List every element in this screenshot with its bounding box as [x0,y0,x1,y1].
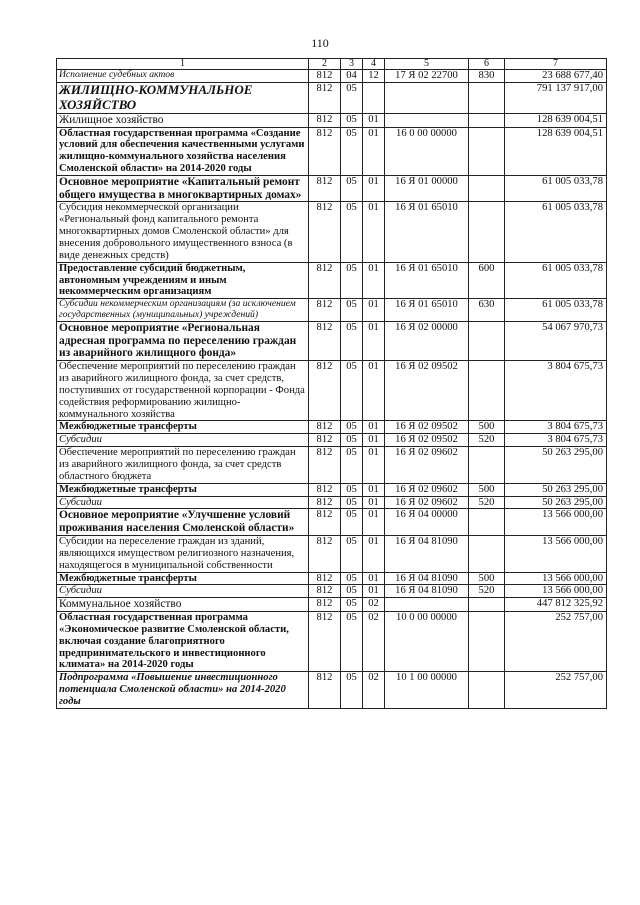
row-vr-cell: 520 [469,585,505,598]
row-vr-cell: 500 [469,572,505,585]
row-pr-cell: 01 [363,175,385,202]
header-col-7: 7 [505,59,607,70]
row-sum-cell: 50 263 295,00 [505,447,607,484]
row-sum-cell: 3 804 675,73 [505,361,607,421]
row-pr-cell: 01 [363,321,385,360]
row-gr-cell: 812 [309,299,341,321]
row-rz-cell: 05 [341,262,363,299]
row-sum-cell: 252 757,00 [505,612,607,672]
row-rz-cell: 05 [341,321,363,360]
row-csr-cell [385,113,469,127]
row-csr-cell: 16 Я 01 65010 [385,202,469,262]
row-pr-cell: 01 [363,572,385,585]
row-rz-cell: 05 [341,127,363,175]
row-sum-cell: 13 566 000,00 [505,535,607,572]
row-sum-cell: 23 688 677,40 [505,70,607,83]
row-pr-cell: 01 [363,434,385,447]
table-row [57,262,607,299]
row-pr-cell: 01 [363,113,385,127]
row-gr-cell: 812 [309,572,341,585]
row-name-cell: Субсидии [57,434,309,447]
row-gr-cell: 812 [309,321,341,360]
table-row [57,572,607,585]
row-vr-cell: 500 [469,421,505,434]
row-csr-cell: 16 Я 02 09602 [385,447,469,484]
row-name-cell: Коммунальное хозяйство [57,598,309,612]
header-col-4: 4 [363,59,385,70]
row-name-cell: Субсидии [57,585,309,598]
row-rz-cell: 05 [341,299,363,321]
row-csr-cell: 16 Я 02 09502 [385,421,469,434]
row-rz-cell: 04 [341,70,363,83]
row-pr-cell: 01 [363,483,385,496]
row-gr-cell: 812 [309,361,341,421]
row-rz-cell: 05 [341,598,363,612]
row-csr-cell: 16 0 00 00000 [385,127,469,175]
row-vr-cell: 520 [469,434,505,447]
table-row [57,496,607,509]
table-row [57,434,607,447]
row-name-cell: Основное мероприятие «Капитальный ремонт общего имущества в многоквартирных домах» [57,175,309,202]
table-row [57,483,607,496]
row-gr-cell: 812 [309,175,341,202]
row-vr-cell: 630 [469,299,505,321]
table-row [57,585,607,598]
row-csr-cell: 16 Я 02 09502 [385,361,469,421]
budget-table [56,58,607,709]
row-sum-cell: 128 639 004,51 [505,113,607,127]
row-rz-cell: 05 [341,202,363,262]
row-gr-cell: 812 [309,202,341,262]
row-pr-cell [363,82,385,113]
row-rz-cell: 05 [341,483,363,496]
row-csr-cell: 16 Я 02 00000 [385,321,469,360]
row-sum-cell: 13 566 000,00 [505,585,607,598]
row-name-cell: Субсидии [57,496,309,509]
header-col-2: 2 [309,59,341,70]
row-csr-cell: 16 Я 04 81090 [385,535,469,572]
row-gr-cell: 812 [309,483,341,496]
row-vr-cell [469,509,505,536]
table-row [57,598,607,612]
table-header-row [57,59,607,70]
table-row [57,175,607,202]
row-name-cell: ЖИЛИЩНО-КОММУНАЛЬНОЕ ХОЗЯЙСТВО [57,82,309,113]
table-row [57,321,607,360]
row-vr-cell [469,447,505,484]
row-rz-cell: 05 [341,509,363,536]
header-col-3: 3 [341,59,363,70]
row-sum-cell: 3 804 675,73 [505,421,607,434]
row-sum-cell: 61 005 033,78 [505,262,607,299]
row-sum-cell: 61 005 033,78 [505,175,607,202]
row-gr-cell: 812 [309,447,341,484]
table-row [57,361,607,421]
row-csr-cell: 17 Я 02 22700 [385,70,469,83]
row-csr-cell: 16 Я 02 09602 [385,496,469,509]
row-vr-cell [469,598,505,612]
row-gr-cell: 812 [309,496,341,509]
row-pr-cell: 12 [363,70,385,83]
row-pr-cell: 01 [363,509,385,536]
row-rz-cell: 05 [341,612,363,672]
row-name-cell: Межбюджетные трансферты [57,572,309,585]
row-vr-cell [469,672,505,709]
row-sum-cell: 54 067 970,73 [505,321,607,360]
row-gr-cell: 812 [309,535,341,572]
row-vr-cell: 520 [469,496,505,509]
row-sum-cell: 13 566 000,00 [505,572,607,585]
row-pr-cell: 01 [363,127,385,175]
row-name-cell: Обеспечение мероприятий по переселению граждан из аварийного жилищного фонда, за счет средств областного бюджета [57,447,309,484]
row-name-cell: Субсидии на переселение граждан из зданий, являющихся имуществом религиозного назначения, находящегося в муниципальной собственности [57,535,309,572]
row-sum-cell: 61 005 033,78 [505,202,607,262]
header-col-5: 5 [385,59,469,70]
row-gr-cell: 812 [309,585,341,598]
row-pr-cell: 01 [363,496,385,509]
row-csr-cell: 16 Я 02 09502 [385,434,469,447]
row-pr-cell: 01 [363,447,385,484]
row-vr-cell [469,113,505,127]
row-pr-cell: 02 [363,612,385,672]
row-vr-cell [469,612,505,672]
row-vr-cell [469,361,505,421]
header-col-6: 6 [469,59,505,70]
row-name-cell: Основное мероприятие «Региональная адресная программа по переселению граждан из аварийного жилищного фонда» [57,321,309,360]
row-name-cell: Субсидия некоммерческой организации «Региональный фонд капитального ремонта многоквартирных домов Смоленской области» для внесения добровольного имущественного взноса (в виде денежных средств) [57,202,309,262]
row-pr-cell: 01 [363,299,385,321]
table-row [57,672,607,709]
row-vr-cell: 600 [469,262,505,299]
row-rz-cell: 05 [341,421,363,434]
row-rz-cell: 05 [341,175,363,202]
row-vr-cell [469,535,505,572]
row-gr-cell: 812 [309,612,341,672]
row-pr-cell: 01 [363,202,385,262]
row-csr-cell: 16 Я 01 00000 [385,175,469,202]
row-pr-cell: 02 [363,598,385,612]
row-vr-cell [469,321,505,360]
table-row [57,70,607,83]
row-name-cell: Межбюджетные трансферты [57,421,309,434]
row-name-cell: Областная государственная программа «Экономическое развитие Смоленской области, включая создание благоприятного предпринимательского и инвестиционного климата» на 2014-2020 годы [57,612,309,672]
row-csr-cell [385,82,469,113]
row-sum-cell: 3 804 675,73 [505,434,607,447]
row-name-cell: Исполнение судебных актов [57,70,309,83]
row-csr-cell: 16 Я 04 81090 [385,572,469,585]
row-csr-cell: 16 Я 01 65010 [385,262,469,299]
row-name-cell: Подпрограмма «Повышение инвестиционного потенциала Смоленской области» на 2014-2020 годы [57,672,309,709]
row-gr-cell: 812 [309,127,341,175]
header-col-1: 1 [57,59,309,70]
row-pr-cell: 01 [363,361,385,421]
row-vr-cell [469,175,505,202]
row-name-cell: Жилищное хозяйство [57,113,309,127]
row-rz-cell: 05 [341,572,363,585]
row-pr-cell: 01 [363,535,385,572]
table-row [57,127,607,175]
row-vr-cell [469,202,505,262]
row-name-cell: Межбюджетные трансферты [57,483,309,496]
page-number: 110 [311,36,329,50]
row-vr-cell: 830 [469,70,505,83]
table-row [57,421,607,434]
row-vr-cell [469,127,505,175]
table-row [57,299,607,321]
row-rz-cell: 05 [341,672,363,709]
row-sum-cell: 791 137 917,00 [505,82,607,113]
row-rz-cell: 05 [341,585,363,598]
row-gr-cell: 812 [309,70,341,83]
row-sum-cell: 50 263 295,00 [505,483,607,496]
row-pr-cell: 02 [363,672,385,709]
row-gr-cell: 812 [309,262,341,299]
table-row [57,447,607,484]
row-csr-cell: 16 Я 04 81090 [385,585,469,598]
row-vr-cell: 500 [469,483,505,496]
row-gr-cell: 812 [309,672,341,709]
row-sum-cell: 50 263 295,00 [505,496,607,509]
row-rz-cell: 05 [341,434,363,447]
row-rz-cell: 05 [341,496,363,509]
row-sum-cell: 447 812 325,92 [505,598,607,612]
row-csr-cell: 16 Я 04 00000 [385,509,469,536]
row-rz-cell: 05 [341,447,363,484]
row-name-cell: Обеспечение мероприятий по переселению граждан из аварийного жилищного фонда, за счет средств, поступивших от государственной корпорации - Фонда содействия реформированию жилищно-коммунального хозяйства [57,361,309,421]
row-csr-cell: 16 Я 01 65010 [385,299,469,321]
table-row [57,113,607,127]
table-row [57,612,607,672]
row-pr-cell: 01 [363,262,385,299]
row-name-cell: Основное мероприятие «Улучшение условий проживания населения Смоленской области» [57,509,309,536]
row-name-cell: Областная государственная программа «Создание условий для обеспечения качественными услугами жилищно-коммунального хозяйства населения Смоленской области» на 2014-2020 годы [57,127,309,175]
row-gr-cell: 812 [309,113,341,127]
table-row [57,82,607,113]
row-rz-cell: 05 [341,113,363,127]
row-name-cell: Предоставление субсидий бюджетным, автономным учреждениям и иным некоммерческим организациям [57,262,309,299]
row-sum-cell: 61 005 033,78 [505,299,607,321]
row-csr-cell: 10 1 00 00000 [385,672,469,709]
row-csr-cell: 16 Я 02 09602 [385,483,469,496]
row-gr-cell: 812 [309,421,341,434]
table-row [57,509,607,536]
row-csr-cell: 10 0 00 00000 [385,612,469,672]
row-rz-cell: 05 [341,535,363,572]
row-sum-cell: 13 566 000,00 [505,509,607,536]
table-row [57,202,607,262]
row-rz-cell: 05 [341,82,363,113]
row-rz-cell: 05 [341,361,363,421]
row-gr-cell: 812 [309,434,341,447]
row-vr-cell [469,82,505,113]
table-row [57,535,607,572]
row-gr-cell: 812 [309,509,341,536]
row-sum-cell: 252 757,00 [505,672,607,709]
row-csr-cell [385,598,469,612]
row-pr-cell: 01 [363,585,385,598]
row-name-cell: Субсидии некоммерческим организациям (за исключением государственных (муниципальных) учреждений) [57,299,309,321]
row-sum-cell: 128 639 004,51 [505,127,607,175]
row-pr-cell: 01 [363,421,385,434]
row-gr-cell: 812 [309,82,341,113]
row-gr-cell: 812 [309,598,341,612]
